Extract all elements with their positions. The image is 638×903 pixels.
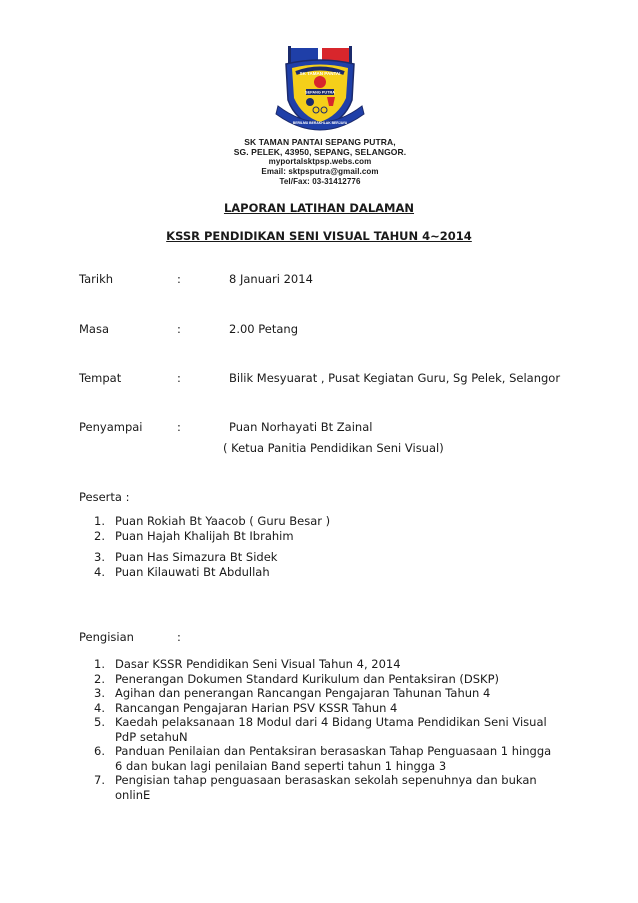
list-text: Rancangan Pengajaran Harian PSV KSSR Tahun 4 (115, 700, 398, 715)
list-item (94, 715, 554, 744)
list-number: 7. (94, 773, 105, 787)
list-text: Puan Hajah Khalijah Bt Ibrahim (115, 529, 294, 543)
tempat-value: Bilik Mesyuarat , Pusat Kegiatan Guru, Sg Pelek, Selangor (229, 371, 561, 385)
school-website: myportalsktpsp.webs.com (268, 157, 372, 166)
list-number: 2. (94, 529, 105, 543)
list-item (94, 672, 554, 687)
school-email: Email: sktpsputra@gmail.com (261, 167, 379, 176)
list-number: 4. (94, 700, 105, 715)
school-address: SG. PELEK, 43950, SEPANG, SELANGOR. (233, 147, 407, 157)
list-text: Dasar KSSR Pendidikan Seni Visual Tahun 4, 2014 (115, 657, 401, 671)
peserta-list (94, 514, 494, 580)
list-item (94, 529, 494, 544)
report-subtitle: KSSR PENDIDIKAN SENI VISUAL TAHUN 4~2014 (166, 229, 472, 243)
penyampai-colon: : (177, 420, 181, 434)
list-number: 3. (94, 550, 105, 564)
crest-banner-text: SEPANG PUTRA (305, 90, 335, 95)
pengisian-list (94, 657, 554, 802)
peserta-label: Peserta : (79, 490, 130, 504)
list-text: Puan Rokiah Bt Yaacob ( Guru Besar ) (115, 514, 331, 528)
masa-colon: : (177, 322, 181, 336)
list-number: 1. (94, 657, 105, 671)
masa-value: 2.00 Petang (229, 322, 299, 336)
pengisian-colon: : (177, 630, 181, 644)
tarikh-value: 8 Januari 2014 (229, 272, 313, 286)
list-number: 6. (94, 744, 105, 758)
crest-motto: BERILMU BERAKHLAK BERJAYA (292, 121, 348, 125)
list-item (94, 744, 554, 773)
list-number: 4. (94, 565, 105, 579)
list-number: 1. (94, 514, 105, 528)
penyampai-label: Penyampai (79, 420, 143, 434)
list-item (94, 565, 494, 580)
list-text: Panduan Penilaian dan Pentaksiran berasaskan Tahap Penguasaan 1 hingga 6 dan bukan lagi penilaian Band seperti tahun 1 hingga 3 (115, 744, 552, 773)
list-text: Puan Has Simazura Bt Sidek (115, 550, 278, 564)
penyampai-value: Puan Norhayati Bt Zainal (229, 420, 373, 434)
list-text: Kaedah pelaksanaan 18 Modul dari 4 Bidang Utama Pendidikan Seni Visual PdP setahuN (115, 715, 547, 744)
list-number: 3. (94, 686, 105, 700)
penyampai-note: ( Ketua Panitia Pendidikan Seni Visual) (223, 441, 444, 455)
school-address-block (200, 137, 440, 187)
crest-top-text: SK TAMAN PANTAI (299, 71, 341, 76)
list-text: Puan Kilauwati Bt Abdullah (115, 565, 270, 579)
pengisian-label: Pengisian (79, 630, 134, 644)
list-text: Pengisian tahap penguasaan berasaskan sekolah sepenuhnya dan bukan onlinE (115, 773, 537, 802)
list-text: Agihan dan penerangan Rancangan Pengajaran Tahunan Tahun 4 (115, 686, 491, 700)
list-item (94, 773, 554, 802)
masa-label: Masa (79, 322, 110, 336)
list-number: 5. (94, 715, 105, 729)
tempat-label: Tempat (79, 371, 122, 385)
list-item (94, 550, 494, 565)
school-name: SK TAMAN PANTAI SEPANG PUTRA, (244, 137, 396, 147)
tarikh-colon: : (177, 272, 181, 286)
school-phone: Tel/Fax: 03-31412776 (279, 177, 361, 186)
list-item (94, 686, 554, 701)
list-item (94, 701, 554, 716)
school-crest-logo (272, 42, 368, 138)
tarikh-label: Tarikh (79, 272, 114, 286)
tempat-colon: : (177, 371, 181, 385)
list-text: Penerangan Dokumen Standard Kurikulum dan Pentaksiran (DSKP) (115, 671, 500, 686)
list-number: 2. (94, 671, 105, 686)
report-title: LAPORAN LATIHAN DALAMAN (223, 201, 415, 215)
list-item (94, 657, 554, 672)
list-item (94, 514, 494, 529)
